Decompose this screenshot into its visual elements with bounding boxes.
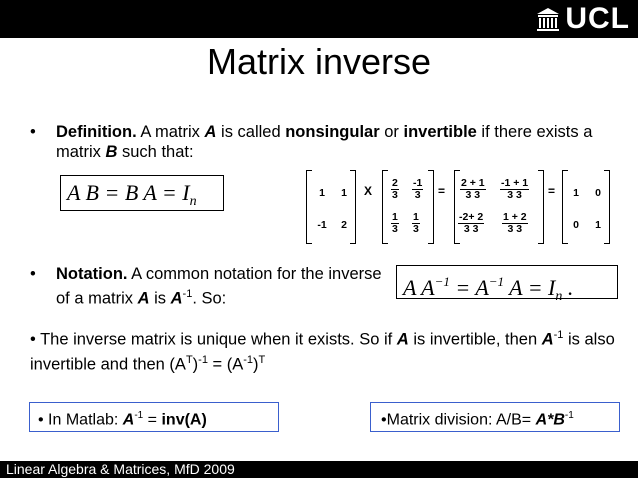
text: = (A bbox=[207, 355, 244, 373]
equation-subscript: n bbox=[555, 289, 563, 304]
matrix-cell: -1 bbox=[317, 219, 327, 231]
equals-operator: = bbox=[438, 184, 446, 198]
var-b: B bbox=[105, 143, 118, 161]
matrix-cell: $\frac{1 + 2}{3 3}$ bbox=[503, 211, 527, 235]
superscript: -1 bbox=[553, 329, 564, 341]
bullet-marker: • bbox=[30, 265, 36, 283]
footer: Linear Algebra & Matrices, MfD 2009 bbox=[0, 461, 638, 478]
text: ) bbox=[192, 355, 199, 373]
text: or bbox=[379, 123, 404, 141]
var-a: A bbox=[170, 289, 183, 308]
var-a: A bbox=[122, 411, 135, 429]
text: such that: bbox=[117, 143, 194, 161]
bullet-marker: • bbox=[38, 411, 44, 429]
matrix-cell: 0 bbox=[573, 219, 579, 231]
text: is bbox=[149, 289, 171, 308]
text: is invertible, then bbox=[408, 330, 542, 349]
var-a: A bbox=[541, 330, 554, 349]
page-title: Matrix inverse bbox=[206, 41, 432, 82]
equation-text: A = I bbox=[504, 275, 556, 300]
superscript: -1 bbox=[182, 288, 193, 300]
text: = bbox=[143, 411, 162, 429]
matrix-identity bbox=[562, 170, 610, 242]
superscript: -1 bbox=[243, 353, 254, 366]
term-nonsingular: nonsingular bbox=[285, 123, 380, 141]
text: A common notation for the inverse of a matrix bbox=[56, 265, 382, 308]
text: Matrix division: A/B= bbox=[386, 411, 536, 429]
matrix-cell: $\frac{-2+ 2}{3 3}$ bbox=[459, 211, 484, 235]
equation-text: . bbox=[562, 275, 574, 300]
matrix-cell: 0 bbox=[595, 187, 601, 199]
term-invertible: invertible bbox=[403, 123, 477, 141]
text: ) bbox=[253, 355, 259, 373]
text: A matrix bbox=[136, 123, 205, 141]
matrix-a bbox=[306, 170, 356, 242]
superscript: T bbox=[185, 353, 193, 366]
times-operator: X bbox=[364, 184, 373, 198]
matrix-product bbox=[454, 170, 544, 242]
portico-icon bbox=[535, 6, 561, 32]
superscript: T bbox=[258, 353, 266, 366]
header-bar bbox=[0, 0, 638, 38]
matrix-cell: 1 bbox=[573, 187, 579, 199]
matrix-cell: $\frac{2}{3}$ bbox=[392, 177, 398, 201]
division-expression: A*B bbox=[535, 411, 565, 429]
matrix-cell: $\frac{1}{3}$ bbox=[413, 211, 419, 235]
division-box bbox=[370, 402, 620, 432]
definition-lead: Definition. bbox=[56, 123, 137, 141]
matrix-cell: $\frac{-1}{3}$ bbox=[413, 177, 423, 201]
uniqueness-bullet bbox=[30, 325, 630, 374]
bullet-marker: • bbox=[30, 330, 36, 349]
equation-text: A B = B A = I bbox=[67, 180, 190, 205]
matlab-box bbox=[29, 402, 279, 432]
superscript: -1 bbox=[134, 410, 144, 421]
equation-superscript: −1 bbox=[434, 274, 450, 289]
ucl-logo bbox=[535, 4, 630, 34]
text: . So: bbox=[192, 289, 227, 308]
matrix-cell: 2 bbox=[341, 219, 347, 231]
text: is also invertible and then (A bbox=[30, 330, 615, 373]
equation-text: = A bbox=[449, 275, 489, 300]
superscript: -1 bbox=[198, 353, 208, 366]
equals-operator: = bbox=[548, 184, 556, 198]
equation-ab-ba-i bbox=[60, 175, 224, 211]
matrix-cell: 1 bbox=[595, 219, 601, 231]
matrix-cell: 1 bbox=[319, 187, 325, 199]
matrix-b bbox=[382, 170, 434, 242]
var-a: A bbox=[204, 123, 217, 141]
text: In Matlab: bbox=[43, 411, 123, 429]
bullet-marker: • bbox=[30, 123, 36, 141]
var-a: A bbox=[396, 330, 409, 349]
matrix-cell: $\frac{2 + 1}{3 3}$ bbox=[461, 177, 485, 201]
matrix-example bbox=[300, 170, 620, 244]
text: if there exists a matrix bbox=[56, 123, 593, 161]
text: The inverse matrix is unique when it exists. So if bbox=[35, 330, 397, 349]
matlab-function: inv(A) bbox=[161, 411, 207, 429]
superscript: -1 bbox=[564, 410, 574, 421]
equation-superscript: −1 bbox=[488, 274, 505, 289]
matrix-cell: 1 bbox=[341, 187, 347, 199]
equation-text: A A bbox=[403, 275, 435, 300]
text: is called bbox=[216, 123, 286, 141]
notation-lead: Notation. bbox=[56, 265, 128, 283]
definition-bullet bbox=[30, 122, 610, 162]
logo-text: UCL bbox=[565, 2, 630, 35]
equation-inverse-identity bbox=[396, 265, 618, 304]
matrix-cell: $\frac{-1 + 1}{3 3}$ bbox=[501, 177, 529, 201]
bullet-marker: • bbox=[381, 411, 387, 429]
matrix-cell: $\frac{1}{3}$ bbox=[392, 211, 398, 235]
equation-subscript: n bbox=[189, 194, 197, 209]
notation-bullet bbox=[30, 264, 390, 309]
var-a: A bbox=[137, 289, 150, 308]
